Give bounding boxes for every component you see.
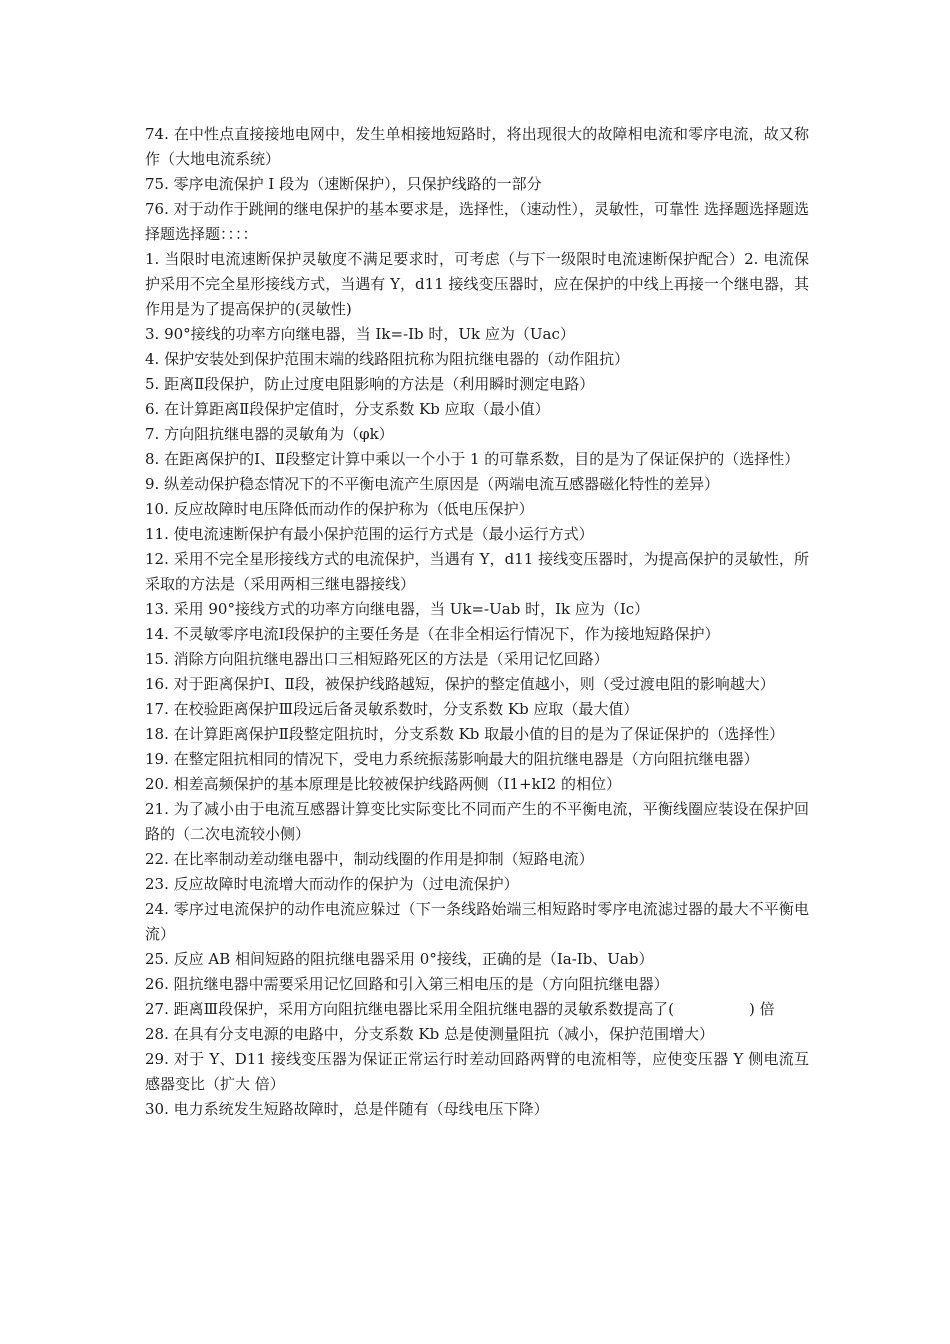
paragraph: 11. 使电流速断保护有最小保护范围的运行方式是（最小运行方式） bbox=[145, 525, 594, 543]
paragraph: 7. 方向阻抗继电器的灵敏角为（φk） bbox=[145, 425, 394, 443]
paragraph: 25. 反应 AB 相间短路的阻抗继电器采用 0°接线，正确的是（Ia-Ib、Uab） bbox=[145, 950, 654, 968]
paragraph: 28. 在具有分支电源的电路中，分支系数 Kb 总是使测量阻抗（减小，保护范围增大） bbox=[145, 1025, 714, 1043]
paragraph: 5. 距离Ⅱ段保护，防止过度电阻影响的方法是（利用瞬时测定电路） bbox=[145, 375, 595, 393]
paragraph: 13. 采用 90°接线方式的功率方向继电器，当 Uk=-Uab 时，Ik 应为（Ic） bbox=[145, 600, 650, 618]
paragraph: 30. 电力系统发生短路故障时，总是伴随有（母线电压下降） bbox=[145, 1100, 549, 1118]
paragraph: 15. 消除方向阻抗继电器出口三相短路死区的方法是（采用记忆回路） bbox=[145, 650, 609, 668]
paragraph: 24. 零序过电流保护的动作电流应躲过（下一条线路始端三相短路时零序电流滤过器的最大不平衡电流） bbox=[145, 900, 809, 943]
paragraph: 74. 在中性点直接接地电网中，发生单相接地短路时，将出现很大的故障相电流和零序电流，故又称作（大地电流系统） bbox=[145, 125, 809, 168]
paragraph: 1. 当限时电流速断保护灵敏度不满足要求时，可考虑（与下一级限时电流速断保护配合）2. 电流保护采用不完全星形接线方式，当遇有 Y，d11 接线变压器时，应在保护的中线上再接一个继电器，其作用是为了提高保护的(灵敏性) bbox=[145, 250, 809, 318]
paragraph: 23. 反应故障时电流增大而动作的保护为（过电流保护） bbox=[145, 875, 519, 893]
paragraph: 26. 阻抗继电器中需要采用记忆回路和引入第三相电压的是（方向阻抗继电器） bbox=[145, 975, 669, 993]
paragraph: 20. 相差高频保护的基本原理是比较被保护线路两侧（I1+kI2 的相位） bbox=[145, 775, 621, 793]
paragraph: 10. 反应故障时电压降低而动作的保护称为（低电压保护） bbox=[145, 500, 534, 518]
paragraph: 76. 对于动作于跳闸的继电保护的基本要求是，选择性，（速动性），灵敏性，可靠性 选择题选择题选择题选择题：：：： bbox=[145, 200, 809, 243]
document-body bbox=[145, 122, 809, 1122]
paragraph: 18. 在计算距离保护Ⅱ段整定阻抗时，分支系数 Kb 取最小值的目的是为了保证保护的（选择性） bbox=[145, 725, 785, 743]
paragraph: 4. 保护安装处到保护范围末端的线路阻抗称为阻抗继电器的（动作阻抗） bbox=[145, 350, 630, 368]
paragraph: 27. 距离Ⅲ段保护，采用方向阻抗继电器比采用全阻抗继电器的灵敏系数提高了( ) 倍 bbox=[145, 1000, 775, 1018]
paragraph: 14. 不灵敏零序电流Ⅰ段保护的主要任务是（在非全相运行情况下，作为接地短路保护） bbox=[145, 625, 720, 643]
paragraph: 29. 对于 Y、D11 接线变压器为保证正常运行时差动回路两臂的电流相等，应使变压器 Y 侧电流互感器变比（扩大 倍） bbox=[145, 1050, 809, 1093]
paragraph: 75. 零序电流保护 I 段为（速断保护），只保护线路的一部分 bbox=[145, 175, 542, 193]
paragraph: 17. 在校验距离保护Ⅲ段远后备灵敏系数时，分支系数 Kb 应取（最大值） bbox=[145, 700, 639, 718]
paragraph: 12. 采用不完全星形接线方式的电流保护，当遇有 Y，d11 接线变压器时，为提高保护的灵敏性，所采取的方法是（采用两相三继电器接线） bbox=[145, 550, 809, 593]
paragraph: 6. 在计算距离Ⅱ段保护定值时，分支系数 Kb 应取（最小值） bbox=[145, 400, 550, 418]
paragraph: 16. 对于距离保护Ⅰ、Ⅱ段，被保护线路越短，保护的整定值越小，则（受过渡电阻的影响越大） bbox=[145, 675, 775, 693]
paragraph: 8. 在距离保护的Ⅰ、Ⅱ段整定计算中乘以一个小于 1 的可靠系数，目的是为了保证保护的（选择性） bbox=[145, 450, 800, 468]
paragraph: 9. 纵差动保护稳态情况下的不平衡电流产生原因是（两端电流互感器磁化特性的差异） bbox=[145, 475, 720, 493]
paragraph: 22. 在比率制动差动继电器中，制动线圈的作用是抑制（短路电流） bbox=[145, 850, 594, 868]
paragraph: 19. 在整定阻抗相同的情况下，受电力系统振荡影响最大的阻抗继电器是（方向阻抗继电器） bbox=[145, 750, 759, 768]
paragraph: 3. 90°接线的功率方向继电器，当 Ik=-Ib 时，Uk 应为（Uac） bbox=[145, 325, 575, 343]
paragraph: 21. 为了减小由于电流互感器计算变比实际变比不同而产生的不平衡电流，平衡线圈应装设在保护回路的（二次电流较小侧） bbox=[145, 800, 809, 843]
